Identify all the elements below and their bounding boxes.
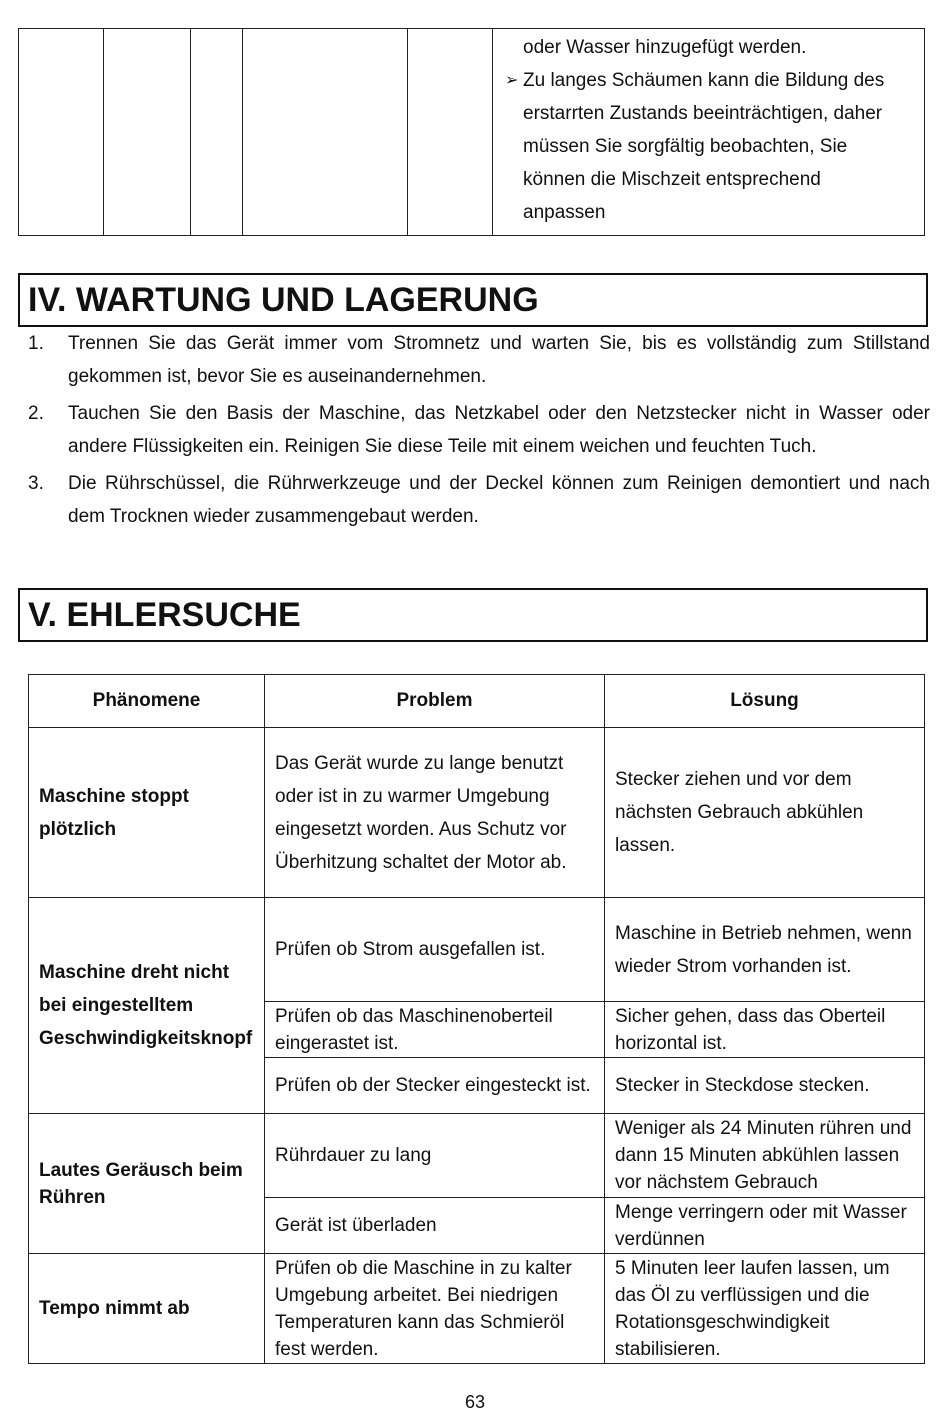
solution-cell: Maschine in Betrieb nehmen, wenn wieder Strom vorhanden ist.	[605, 898, 925, 1002]
problem-cell: Prüfen ob Strom ausgefallen ist.	[265, 898, 605, 1002]
section-heading-maintenance: IV. WARTUNG UND LAGERUNG	[18, 273, 928, 327]
table-row	[29, 898, 925, 1002]
problem-cell: Das Gerät wurde zu lange benutzt oder ist in zu warmer Umgebung eingesetzt worden. Aus Schutz vor Überhitzung schaltet der Motor ab.	[265, 728, 605, 898]
problem-cell: Prüfen ob das Maschinenoberteil eingerastet ist.	[265, 1002, 605, 1058]
solution-cell: Stecker ziehen und vor dem nächsten Gebrauch abkühlen lassen.	[605, 728, 925, 898]
list-item: 2. Tauchen Sie den Basis der Maschine, das Netzkabel oder den Netzstecker nicht in Wasser oder andere Flüssigkeiten ein. Reinigen Sie diese Teile mit einem weichen und feuchten Tuch.	[28, 403, 930, 457]
problem-cell: Prüfen ob der Stecker eingesteckt ist.	[265, 1058, 605, 1114]
phenomenon-cell: Maschine stoppt plötzlich	[29, 728, 265, 898]
note-line: können die Mischzeit entsprechend	[523, 169, 821, 190]
note-line: Zu langes Schäumen kann die Bildung des	[523, 70, 885, 91]
column-header-phenomena: Phänomene	[29, 675, 265, 728]
solution-cell: 5 Minuten leer laufen lassen, um das Öl zu verflüssigen und die Rotationsgeschwindigkeit stabilisieren.	[605, 1254, 925, 1364]
table-row	[29, 1254, 925, 1364]
note-line: oder Wasser hinzugefügt werden.	[523, 37, 807, 58]
note-bullet	[505, 64, 916, 97]
empty-cell	[408, 29, 493, 236]
empty-cell	[243, 29, 408, 236]
notes-cell	[493, 29, 925, 236]
page-number: 63	[464, 1392, 486, 1412]
solution-cell: Weniger als 24 Minuten rühren und dann 15 Minuten abkühlen lassen vor nächstem Gebrauch	[605, 1114, 925, 1198]
table-row	[29, 728, 925, 898]
solution-cell: Stecker in Steckdose stecken.	[605, 1058, 925, 1114]
note-line: müssen Sie sorgfältig beobachten, Sie	[523, 136, 848, 157]
empty-cell	[104, 29, 191, 236]
phenomenon-cell: Lautes Geräusch beim Rühren	[29, 1114, 265, 1254]
problem-cell: Prüfen ob die Maschine in zu kalter Umgebung arbeitet. Bei niedrigen Temperaturen kann das Schmieröl fest werden.	[265, 1254, 605, 1364]
table-row	[29, 1114, 925, 1198]
arrow-bullet-icon: ➢	[505, 72, 519, 89]
note-line: erstarrten Zustands beeinträchtigen, daher	[523, 103, 883, 124]
list-item: 3. Die Rührschüssel, die Rührwerkzeuge und der Deckel können zum Reinigen demontiert und nach dem Trocknen wieder zusammengebaut werden.	[28, 473, 930, 527]
column-header-solution: Lösung	[605, 675, 925, 728]
section-heading-troubleshooting: V. EHLERSUCHE	[18, 588, 928, 642]
continuation-table	[18, 28, 925, 236]
empty-cell	[19, 29, 104, 236]
solution-cell: Sicher gehen, dass das Oberteil horizontal ist.	[605, 1002, 925, 1058]
problem-cell: Gerät ist überladen	[265, 1198, 605, 1254]
note-line: anpassen	[523, 202, 606, 223]
phenomenon-cell: Maschine dreht nicht bei eingestelltem Geschwindigkeitsknopf	[29, 898, 265, 1114]
list-item: 1. Trennen Sie das Gerät immer vom Stromnetz und warten Sie, bis es vollständig zum Stillstand gekommen ist, bevor Sie es auseinandernehmen.	[28, 333, 930, 387]
problem-cell: Rührdauer zu lang	[265, 1114, 605, 1198]
table-header-row	[29, 675, 925, 728]
troubleshooting-table	[28, 674, 925, 1364]
maintenance-list	[28, 327, 930, 537]
column-header-problem: Problem	[265, 675, 605, 728]
empty-cell	[191, 29, 243, 236]
solution-cell: Menge verringern oder mit Wasser verdünnen	[605, 1198, 925, 1254]
phenomenon-cell: Tempo nimmt ab	[29, 1254, 265, 1364]
